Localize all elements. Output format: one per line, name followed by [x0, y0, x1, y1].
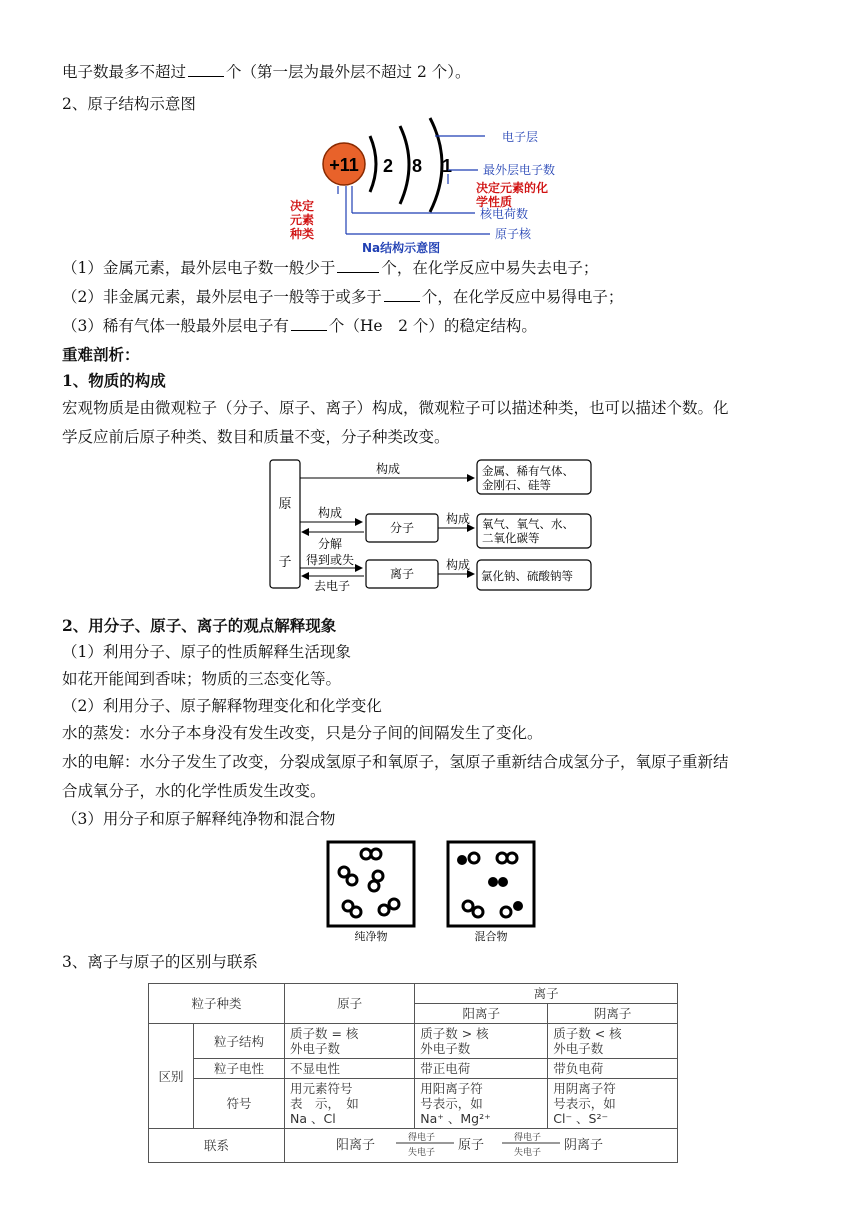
text-line: （1）金属元素，最外层电子数一般少于 个，在化学反应中易失去电子；: [62, 259, 599, 277]
label-element-type: 决定: [290, 199, 315, 213]
table-row: [149, 984, 678, 1004]
shell-count: 1: [442, 156, 453, 176]
pure-vs-mixture-diagram: [328, 840, 538, 944]
electron-shell: [430, 118, 442, 212]
ion-atom-comparison-table: [148, 983, 678, 1163]
ion-label: 离子: [389, 567, 415, 581]
table-row: [149, 1129, 678, 1163]
paragraph-line: 学反应前后原子种类、数目和质量不变，分子种类改变。: [62, 428, 450, 446]
label-element-type: 元素: [290, 213, 315, 227]
table-row: [149, 1079, 678, 1129]
answer-blank[interactable]: [384, 287, 420, 302]
answer-blank[interactable]: [291, 316, 327, 331]
nucleus-charge: +11: [329, 155, 359, 175]
text-line: （2）非金属元素，最外层电子一般等于或多于 个，在化学反应中易得电子；: [62, 288, 624, 306]
electron-shell: [370, 136, 376, 192]
label-electron-shell: 电子层: [502, 130, 539, 144]
header-cell: 阴离子: [548, 1004, 678, 1024]
arrow-label: 构成: [446, 558, 471, 572]
result-box-text: 金属、稀有气体、: [482, 464, 574, 478]
subsection-heading: （1）利用分子、原子的性质解释生活现象: [62, 643, 351, 661]
lose-label: 失电子: [408, 1148, 436, 1158]
cation-term: 阳离子: [336, 1138, 376, 1153]
table-cell: 用阴离子符 号表示，如 Cl⁻ 、S²⁻: [548, 1079, 678, 1129]
paragraph-line: 合成氧分子，水的化学性质发生改变。: [62, 782, 326, 800]
paragraph-line: 水的电解：水分子发生了改变，分裂成氢原子和氧原子，氢原子重新结合成氢分子，氧原子重新结: [62, 753, 729, 771]
row-label: 联系: [149, 1129, 285, 1163]
table-cell: 用阳离子符 号表示，如 Na⁺ 、Mg²⁺: [415, 1079, 548, 1129]
section-heading: 2、用分子、原子、离子的观点解释现象: [62, 616, 337, 635]
mixture-caption: 混合物: [474, 930, 508, 943]
lose-label: 失电子: [514, 1148, 542, 1158]
table-row: [149, 1024, 678, 1059]
table-cell: 带正电荷: [415, 1059, 548, 1079]
table-cell: 质子数 > 核 外电子数: [415, 1024, 548, 1059]
result-box-text: 氯化钠、硫酸钠等: [481, 569, 573, 583]
arrow-label: 得到或失: [306, 553, 355, 567]
subsection-heading: （2）利用分子、原子解释物理变化和化学变化: [62, 697, 382, 715]
answer-blank[interactable]: [337, 258, 379, 273]
header-cell: 离子: [415, 984, 678, 1004]
diagram-caption: Na结构示意图: [362, 241, 441, 255]
label-nucleus: 原子核: [495, 227, 532, 241]
gain-label: 得电子: [408, 1133, 436, 1143]
atom-label: 原: [278, 497, 292, 512]
atom-structure-diagram: [270, 116, 600, 256]
section-heading: 重难剖析：: [62, 345, 140, 364]
arrow-label: 去电子: [314, 579, 351, 593]
row-label: 粒子电性: [194, 1059, 285, 1079]
result-box-text: 氧气、氧气、水、: [482, 517, 574, 531]
anion-term: 阴离子: [564, 1138, 604, 1153]
label-nuclear-charge: 核电荷数: [480, 207, 529, 221]
matter-structure-diagram: [270, 456, 600, 596]
arrow-label: 构成: [376, 462, 401, 476]
paragraph-line: 宏观物质是由微观粒子（分子、原子、离子）构成，微观粒子可以描述种类，也可以描述个数。化: [62, 399, 729, 417]
pure-caption: 纯净物: [354, 930, 388, 943]
electron-shell: [400, 126, 409, 204]
row-label: 粒子结构: [194, 1024, 285, 1059]
table-cell: 带负电荷: [548, 1059, 678, 1079]
label-chem-property: 决定元素的化: [476, 181, 549, 195]
header-cell: 原子: [285, 984, 415, 1024]
header-cell: 阳离子: [415, 1004, 548, 1024]
table-cell: 不显电性: [285, 1059, 415, 1079]
subsection-heading: （3）用分子和原子解释纯净物和混合物: [62, 810, 336, 828]
shell-count: 8: [412, 156, 423, 176]
result-box-text: 二氧化碳等: [482, 531, 540, 545]
row-label: 符号: [194, 1079, 285, 1129]
molecule-label: 分子: [389, 521, 415, 535]
text-line: 电子数最多不超过 个（第一层为最外层不超过 2 个）。: [62, 63, 471, 81]
label-element-type: 种类: [290, 227, 315, 241]
paragraph-line: 水的蒸发：水分子本身没有发生改变，只是分子间的间隔发生了变化。: [62, 724, 543, 742]
paragraph-line: 如花开能闻到香味；物质的三态变化等。: [62, 670, 342, 688]
text-line: （3）稀有气体一般最外层电子有 个（He 2 个）的稳定结构。: [62, 317, 537, 335]
table-cell: 用元素符号 表 示， 如 Na 、Cl: [285, 1079, 415, 1129]
label-chem-property: 学性质: [476, 195, 513, 209]
gain-label: 得电子: [514, 1133, 542, 1143]
link-cell: [285, 1129, 678, 1163]
section-heading: 1、物质的构成: [62, 371, 166, 390]
answer-blank[interactable]: [188, 62, 224, 77]
table-cell: 质子数 = 核 外电子数: [285, 1024, 415, 1059]
shell-count: 2: [383, 156, 394, 176]
atom-label: 子: [278, 555, 292, 570]
section-heading: 3、离子与原子的区别与联系: [62, 953, 258, 971]
table-cell: 质子数 < 核 外电子数: [548, 1024, 678, 1059]
arrow-label: 构成: [318, 506, 343, 520]
section-heading: 2、原子结构示意图: [62, 95, 196, 113]
label-outer-electrons: 最外层电子数: [483, 163, 556, 177]
result-box-text: 金刚石、硅等: [482, 478, 551, 492]
arrow-label: 分解: [318, 537, 343, 551]
ion-conversion-relation: [316, 1131, 646, 1157]
row-group-label: 区别: [149, 1024, 194, 1129]
arrow-label: 构成: [446, 512, 471, 526]
table-row: [149, 1059, 678, 1079]
atom-term: 原子: [458, 1138, 485, 1153]
header-cell: 粒子种类: [149, 984, 285, 1024]
